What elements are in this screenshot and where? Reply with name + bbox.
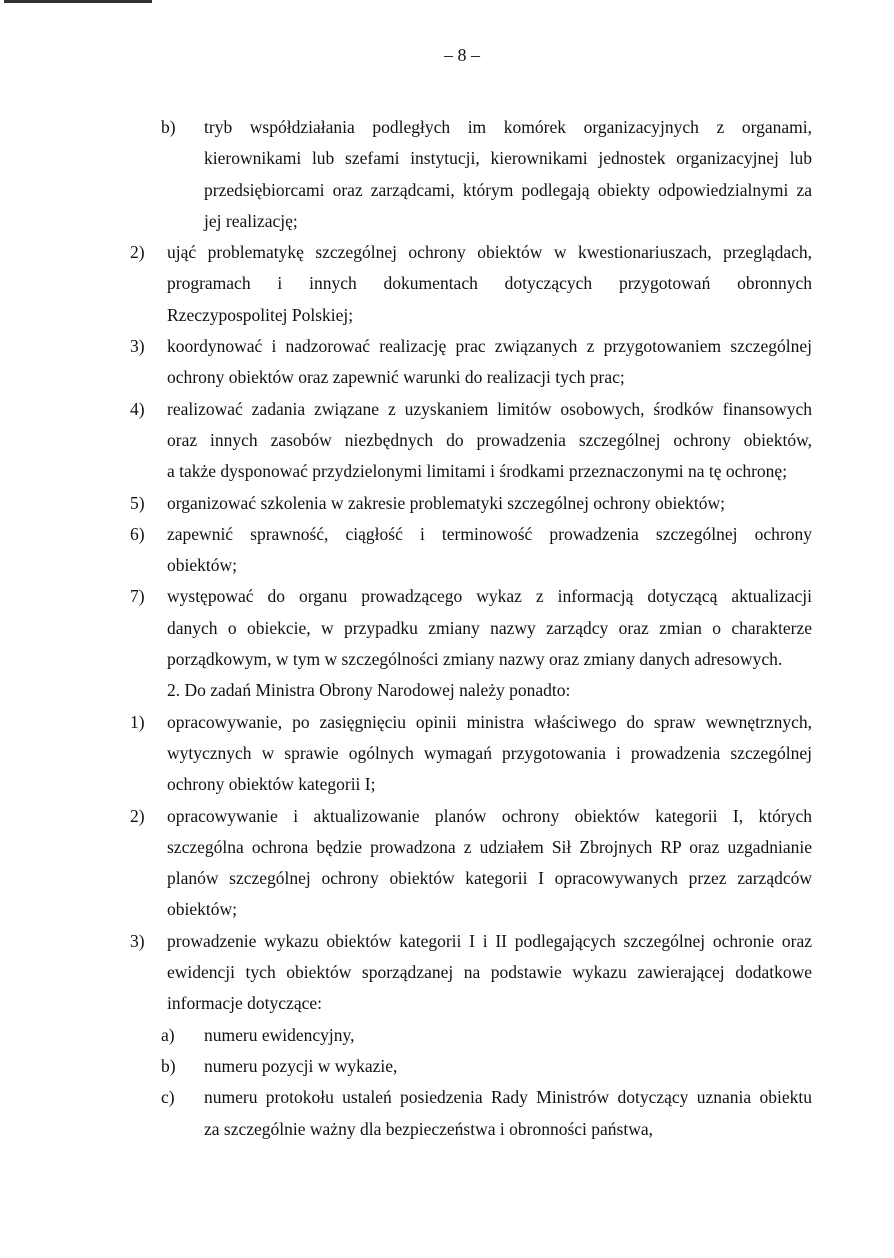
text-line: tryb współdziałania podległych im komórek organizacyjnych z organami, <box>204 117 812 137</box>
list-item <box>0 1082 894 1145</box>
text-line: danych o obiekcie, w przypadku zmiany nazwy zarządcy oraz zmian o charakterze <box>167 617 812 638</box>
list-item-text <box>167 926 812 1020</box>
list-item-number: 5) <box>130 492 145 513</box>
list-item-text <box>167 707 812 801</box>
text-line: numeru ewidencyjny, <box>204 1024 355 1045</box>
list-item-text <box>204 1020 812 1051</box>
list-item <box>0 926 894 1020</box>
list-item <box>0 237 894 331</box>
list-item-number: 4) <box>130 398 145 419</box>
list-item-number: 7) <box>130 586 145 607</box>
scan-edge-mark <box>4 0 152 3</box>
list-item-text <box>167 581 812 675</box>
list-item <box>0 581 894 675</box>
list-item-number: 1) <box>130 711 145 732</box>
text-line: przedsiębiorcami oraz zarządcami, którym podlegają obiekty odpowiedzialnymi za <box>204 179 812 200</box>
list-item-text <box>167 488 812 519</box>
list-item <box>0 488 894 519</box>
list-item-text <box>204 112 812 237</box>
list-item <box>0 519 894 582</box>
list-item-text <box>167 801 812 926</box>
list-item-number: b) <box>161 117 176 137</box>
list-item <box>0 112 894 237</box>
list-item-number: 3) <box>130 930 145 951</box>
text-line: zapewnić sprawność, ciągłość i terminowość prowadzenia szczególnej ochrony <box>167 523 812 544</box>
text-line: numeru protokołu ustaleń posiedzenia Rady Ministrów dotyczący uznania obiektu <box>204 1087 812 1108</box>
text-line: prowadzenie wykazu obiektów kategorii I i II podlegających szczególnej ochronie oraz <box>167 930 812 951</box>
text-line: ochrony obiektów oraz zapewnić warunki do realizacji tych prac; <box>167 367 625 388</box>
list-item-number: c) <box>161 1087 175 1108</box>
list-item-number: b) <box>161 1055 176 1076</box>
list-item-number: 2) <box>130 242 145 263</box>
text-line: kierownikami lub szefami instytucji, kierownikami jednostek organizacyjnej lub <box>204 148 812 169</box>
text-line: oraz innych zasobów niezbędnych do prowadzenia szczególnej ochrony obiektów, <box>167 429 812 450</box>
text-line: ochrony obiektów kategorii I; <box>167 774 376 795</box>
text-line: numeru pozycji w wykazie, <box>204 1055 398 1076</box>
list-item-number: a) <box>161 1024 175 1045</box>
text-line: wytycznych w sprawie ogólnych wymagań przygotowania i prowadzenia szczególnej <box>167 742 812 763</box>
text-line: koordynować i nadzorować realizację prac związanych z przygotowaniem szczególnej <box>167 336 812 357</box>
document-body <box>0 112 894 1145</box>
text-line: informacje dotyczące: <box>167 993 322 1014</box>
text-line: występować do organu prowadzącego wykaz z informacją dotyczącą aktualizacji <box>167 586 812 607</box>
list-item-text <box>204 1051 812 1082</box>
text-line: organizować szkolenia w zakresie problematyki szczególnej ochrony obiektów; <box>167 492 726 513</box>
list-item-number: 2) <box>130 805 145 826</box>
text-line: porządkowym, w tym w szczególności zmiany nazwy oraz zmiany danych adresowych. <box>167 649 783 670</box>
list-item-text <box>167 394 812 488</box>
text-line: opracowywanie i aktualizowanie planów ochrony obiektów kategorii I, których <box>167 805 812 826</box>
paragraph: 2. Do zadań Ministra Obrony Narodowej należy ponadto: <box>167 680 571 701</box>
list-item <box>0 394 894 488</box>
text-line: jej realizację; <box>204 210 298 231</box>
text-line: Rzeczypospolitej Polskiej; <box>167 304 354 325</box>
text-line: realizować zadania związane z uzyskaniem limitów osobowych, środków finansowych <box>167 398 812 419</box>
text-line: za szczególnie ważny dla bezpieczeństwa i obronności państwa, <box>204 1118 653 1139</box>
text-line: ewidencji tych obiektów sporządzanej na podstawie wykazu zawierającej dodatkowe <box>167 962 812 983</box>
text-line: obiektów; <box>167 555 237 576</box>
text-line: obiektów; <box>167 899 237 920</box>
list-item <box>0 801 894 926</box>
list-item <box>0 1051 894 1082</box>
text-line: ująć problematykę szczególnej ochrony obiektów w kwestionariuszach, przeglądach, <box>167 242 812 263</box>
text-line: planów szczególnej ochrony obiektów kategorii I opracowywanych przez zarządców <box>167 868 812 889</box>
list-item-number: 6) <box>130 523 145 544</box>
list-item-text <box>167 331 812 394</box>
text-line: szczególna ochrona będzie prowadzona z udziałem Sił Zbrojnych RP oraz uzgadnianie <box>167 836 812 857</box>
list-item-number: 3) <box>130 336 145 357</box>
list-item <box>0 707 894 801</box>
list-item <box>0 1020 894 1051</box>
list-item <box>0 331 894 394</box>
list-item-text <box>167 237 812 331</box>
text-line: a także dysponować przydzielonymi limitami i środkami przeznaczonymi na tę ochronę; <box>167 461 788 482</box>
page-number: – 8 – <box>444 45 480 65</box>
list-item-text <box>204 1082 812 1145</box>
text-line: opracowywanie, po zasięgnięciu opinii ministra właściwego do spraw wewnętrznych, <box>167 711 812 732</box>
list-item-text <box>167 519 812 582</box>
text-line: programach i innych dokumentach dotyczących przygotowań obronnych <box>167 273 812 294</box>
